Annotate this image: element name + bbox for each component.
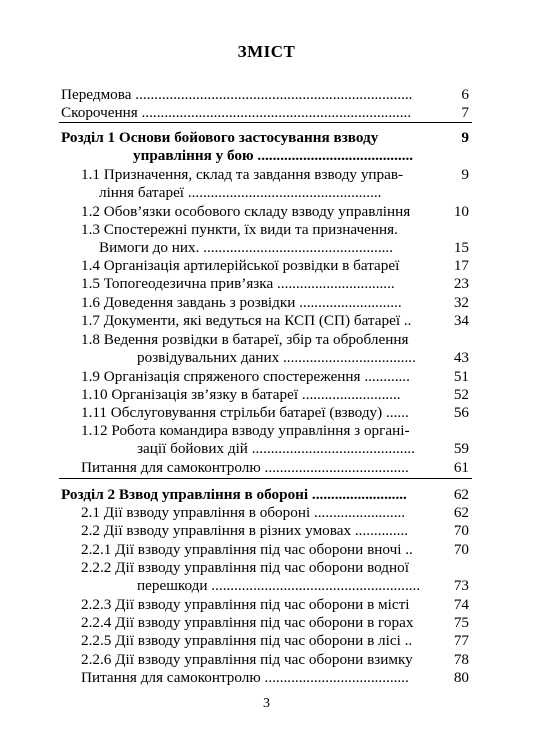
toc-entry-page: 10 bbox=[453, 203, 469, 220]
toc-entry-text: управління у бою ......................................... bbox=[133, 147, 414, 164]
toc-entry-page: 43 bbox=[453, 349, 469, 366]
toc-entry-page: 52 bbox=[453, 386, 469, 403]
toc-entry-page: 15 bbox=[453, 239, 469, 256]
page-title: ЗМІСТ bbox=[237, 42, 296, 61]
toc-entry-text: 1.8 Ведення розвідки в батареї, збір та оброблення bbox=[81, 331, 409, 348]
toc-entry-text: 2.2.5 Дії взводу управління під час оборони в лісі .. bbox=[81, 632, 413, 649]
toc-entry-page: 6 bbox=[461, 86, 469, 103]
toc-entry-text: 1.3 Спостережні пункти, їх види та призначення. bbox=[81, 221, 398, 238]
toc-entry-page: 74 bbox=[453, 596, 469, 613]
section-divider bbox=[59, 478, 472, 479]
toc-entry-page: 70 bbox=[453, 541, 469, 558]
toc-entry-page: 78 bbox=[453, 651, 469, 668]
toc-entry-page: 62 bbox=[453, 486, 469, 503]
toc-entry-page: 62 bbox=[453, 504, 469, 521]
toc-entry-text: Передмова ......................................................................... bbox=[61, 86, 413, 103]
toc-entry-text: розвідувальних даних ................................... bbox=[137, 349, 416, 366]
toc-entry-text: Розділ 1 Основи бойового застосування взводу bbox=[61, 129, 379, 146]
toc-entry-page: 77 bbox=[453, 632, 469, 649]
toc-entry-page: 17 bbox=[453, 257, 469, 274]
toc-entry-text: перешкоди ....................................................... bbox=[137, 577, 421, 594]
toc-entry-text: Розділ 2 Взвод управління в обороні ......................... bbox=[61, 486, 407, 503]
toc-entry-text: Питання для самоконтролю ...................................... bbox=[81, 669, 409, 686]
toc-entry-text: 2.2.4 Дії взводу управління під час оборони в горах bbox=[81, 614, 414, 631]
toc-entry-page: 9 bbox=[461, 166, 469, 183]
toc-entry-text: Питання для самоконтролю ...................................... bbox=[81, 459, 409, 476]
toc-entry-page: 59 bbox=[453, 440, 469, 457]
toc-entry-page: 34 bbox=[453, 312, 469, 329]
toc-entry-text: 1.10 Організація зв’язку в батареї .......................... bbox=[81, 386, 401, 403]
toc-entry-text: 1.5 Топогеодезична прив’язка ............................... bbox=[81, 275, 395, 292]
toc-entry-text: 2.2.6 Дії взводу управління під час оборони взимку bbox=[81, 651, 413, 668]
toc-entry-text: 2.1 Дії взводу управління в обороні ........................ bbox=[81, 504, 406, 521]
toc-entry-page: 9 bbox=[461, 129, 469, 146]
toc-entry-page: 80 bbox=[453, 669, 469, 686]
toc-entry-page: 23 bbox=[453, 275, 469, 292]
toc-entry-text: Скорочення ....................................................................... bbox=[61, 104, 412, 121]
toc-entry-text: 1.1 Призначення, склад та завдання взводу управ- bbox=[81, 166, 404, 183]
toc-entry-text: 1.9 Організація спряженого спостереження ............ bbox=[81, 368, 410, 385]
toc-entry-page: 61 bbox=[453, 459, 469, 476]
toc-entry-text: 2.2.3 Дії взводу управління під час оборони в місті bbox=[81, 596, 410, 613]
toc-entry-page: 70 bbox=[453, 522, 469, 539]
toc-entry-text: 2.2.1 Дії взводу управління під час оборони вночі .. bbox=[81, 541, 413, 558]
toc-entry-text: зації бойових дій ........................................... bbox=[137, 440, 415, 457]
toc-entry-text: 1.6 Доведення завдань з розвідки ........................... bbox=[81, 294, 402, 311]
toc-entry-page: 32 bbox=[453, 294, 469, 311]
toc-entry-page: 75 bbox=[453, 614, 469, 631]
page-number: 3 bbox=[263, 696, 270, 711]
toc-entry-page: 7 bbox=[461, 104, 469, 121]
toc-entry-text: 1.7 Документи, які ведуться на КСП (СП) батареї .. bbox=[81, 312, 412, 329]
toc-entry-page: 56 bbox=[453, 404, 469, 421]
section-divider bbox=[59, 122, 472, 123]
toc-entry-page: 51 bbox=[453, 368, 469, 385]
toc-entry-text: 1.4 Організація артилерійської розвідки в батареї bbox=[81, 257, 400, 274]
toc-entry-text: 2.2.2 Дії взводу управління під час оборони водної bbox=[81, 559, 409, 576]
toc-entry-text: 1.11 Обслуговування стрільби батареї (взводу) ...... bbox=[81, 404, 409, 421]
toc-entry-text: 1.2 Обов’язки особового складу взводу управління bbox=[81, 203, 411, 220]
toc-entry-text: 2.2 Дії взводу управління в різних умовах .............. bbox=[81, 522, 409, 539]
toc-entry-page: 73 bbox=[453, 577, 469, 594]
toc-entry-text: ління батареї ................................................... bbox=[99, 184, 382, 201]
toc-entry-text: Вимоги до них. .................................................. bbox=[99, 239, 394, 256]
toc-entry-text: 1.12 Робота командира взводу управління з органі- bbox=[81, 422, 410, 439]
